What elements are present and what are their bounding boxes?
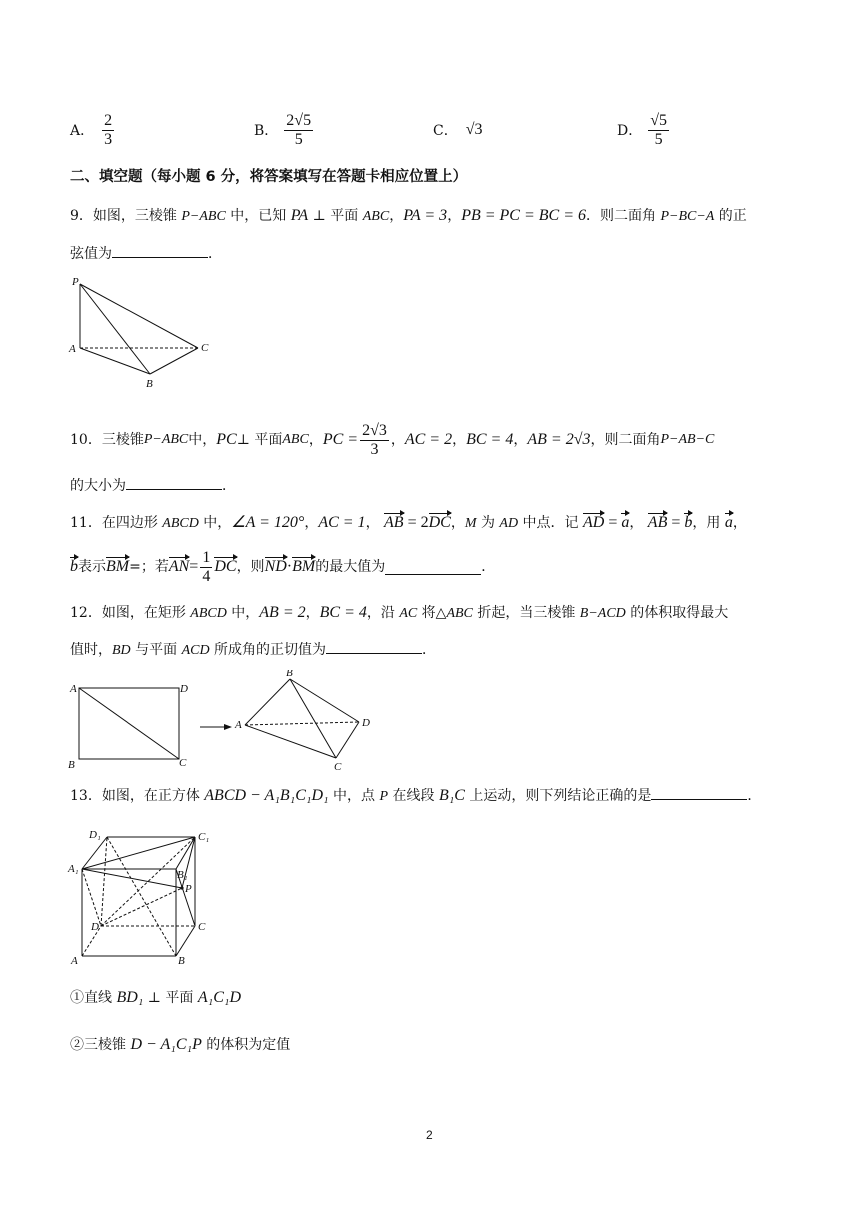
- q11-fraction: $\frac{1}{4}$: [202, 548, 211, 585]
- option-c-expr: √3: [465, 121, 483, 138]
- answer-blank[interactable]: [326, 639, 422, 654]
- option-a-fraction: $\frac{2}{3}$: [104, 111, 113, 148]
- answer-blank[interactable]: [385, 560, 481, 575]
- svg-text:D: D: [362, 717, 370, 729]
- svg-text:A: A: [71, 955, 78, 967]
- svg-text:A: A: [235, 719, 242, 731]
- label-P: P: [72, 276, 79, 288]
- page-number: 2: [426, 1128, 433, 1142]
- q12-figure: [64, 670, 384, 776]
- q9-line1: 9．如图，三棱锥 P−ABC 中，已知 PA ⊥ 平面 ABC，PA = 3，PB = PC = BC = 6．则二面角 P−BC−A 的正: [70, 207, 747, 224]
- q13-cube-figure: [64, 822, 224, 972]
- svg-text:C: C: [334, 761, 342, 773]
- label-B: B: [146, 378, 153, 390]
- svg-text:C: C: [179, 757, 187, 769]
- edge-BC: [150, 348, 198, 374]
- q12-line2: 值时，BD 与平面 ACD 所成角的正切值为 ．: [70, 639, 436, 661]
- label-C: C: [201, 342, 209, 354]
- option-d: [617, 110, 671, 150]
- edge-PC: [80, 284, 198, 348]
- q13-statement-1: ①直线 BD₁ ⊥ 平面 A₁C₁D: [70, 989, 241, 1006]
- answer-blank[interactable]: [112, 243, 208, 258]
- svg-text:C: C: [198, 921, 206, 933]
- diagonal-AC: [79, 688, 179, 759]
- svg-text:C₁: C₁: [198, 831, 210, 843]
- q9-line2: 弦值为 ．: [70, 243, 222, 264]
- svg-text:B: B: [68, 759, 75, 771]
- option-a: [70, 110, 116, 150]
- q12-line1: 12．如图，在矩形 ABCD 中，AB = 2，BC = 4，沿 AC 将△ABC 折起，当三棱锥 B−ACD 的体积取得最大: [70, 604, 729, 621]
- option-letter: B．: [254, 123, 279, 139]
- q10-fraction: $\frac{2√3}{3}$: [362, 421, 387, 458]
- q13-line1: 13．如图，在正方体 ABCD − A₁B₁C₁D₁ 中，点 P 在线段 B₁C 上运动，则下列结论正确的是 ．: [70, 787, 762, 804]
- q10-line2: 的大小为 ．: [70, 475, 236, 496]
- svg-text:A₁: A₁: [68, 863, 79, 875]
- point-P: [180, 886, 183, 889]
- svg-text:B₁: B₁: [177, 869, 188, 881]
- option-letter: C．: [433, 123, 458, 139]
- svg-text:D: D: [180, 683, 188, 695]
- option-b: [254, 110, 315, 150]
- svg-text:D₁: D₁: [89, 829, 101, 841]
- arrow-head: [224, 724, 232, 730]
- svg-text:P: P: [185, 883, 192, 895]
- q11-line1: 11．在四边形 ABCD 中，∠A = 120°，AC = 1， AB = 2DC，M 为 AD 中点．记 AD = a， AB = b，用 a，: [70, 514, 747, 531]
- option-letter: D．: [617, 123, 643, 139]
- option-letter: A．: [70, 123, 95, 139]
- label-A: A: [69, 343, 76, 355]
- answer-blank[interactable]: [651, 785, 747, 800]
- svg-text:B: B: [178, 955, 185, 967]
- option-d-fraction: $\frac{√5}{5}$: [650, 111, 668, 148]
- svg-text:B: B: [286, 670, 293, 679]
- q10-line1: 10．三棱锥 P−ABC 中， PC ⊥ 平面 ABC ， PC = $\frac{2√3}{3}$ ， AC = 2 ， BC = 4 ， AB = 2√3 ，则二面角 P−AB−C: [70, 421, 715, 458]
- q9-figure: [66, 276, 226, 394]
- q11-line2: b 表示 BM =；若 AN = $\frac{1}{4}$ DC ，则 ND · BM 的最大值为 ．: [70, 548, 496, 585]
- svg-text:D: D: [91, 921, 99, 933]
- q13-statement-2: ②三棱锥 D − A₁C₁P 的体积为定值: [70, 1036, 291, 1053]
- answer-blank[interactable]: [126, 475, 222, 490]
- option-c: [433, 110, 483, 150]
- option-b-fraction: $\frac{2√5}{5}$: [286, 111, 312, 148]
- section-heading: 二、填空题（每小题 6 分，将答案填写在答题卡相应位置上）: [70, 169, 468, 185]
- svg-text:A: A: [70, 683, 77, 695]
